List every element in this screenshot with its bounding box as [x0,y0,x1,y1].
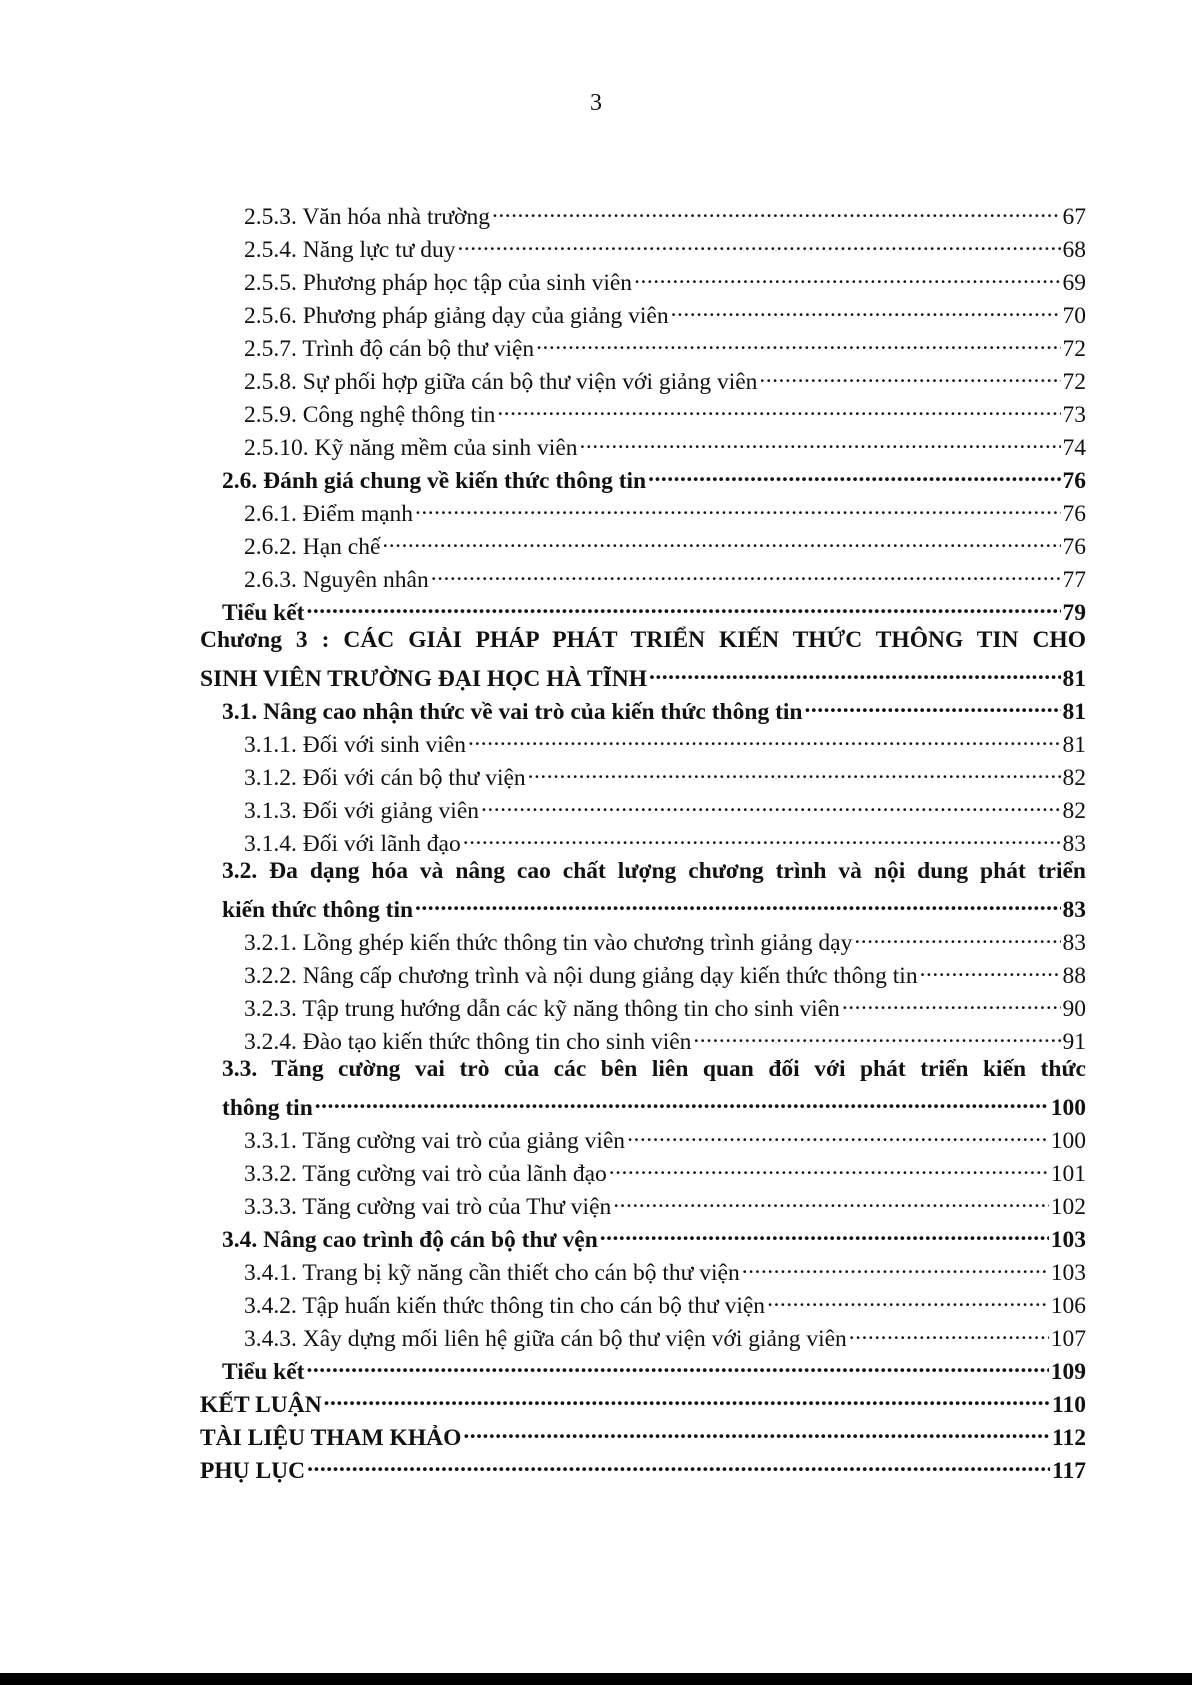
toc-entry-title: 2.5.4. Năng lực tư duy [244,236,456,263]
toc-dot-leader [613,1188,1048,1214]
toc-entry-page: 69 [1062,269,1086,296]
toc-entry[interactable] [200,924,1086,957]
toc-entry[interactable] [200,1023,1086,1056]
toc-entry-title: 2.6.1. Điểm mạnh [244,500,414,527]
toc-dot-leader [649,660,1060,686]
toc-entry[interactable] [200,726,1086,759]
toc-entry-page: 103 [1050,1259,1086,1286]
toc-entry-title: 3.4. Nâng cao trình độ cán bộ thư vện [222,1226,598,1253]
toc-entry[interactable] [200,1320,1086,1353]
toc-entry-title: KẾT LUẬN [200,1391,322,1418]
toc-entry-title: 3.1.3. Đối với giảng viên [244,797,479,824]
toc-entry[interactable] [200,1122,1086,1155]
toc-entry-title: 3.2.1. Lồng ghép kiến thức thông tin vào chương trình giảng dạy [244,929,853,956]
toc-entry-title: 3.2.4. Đào tạo kiến thức thông tin cho sinh viên [244,1028,692,1055]
toc-entry-page: 68 [1062,236,1086,263]
toc-entry-page: 112 [1052,1424,1086,1451]
toc-entry[interactable] [200,297,1086,330]
toc-entry-page: 81 [1062,698,1086,725]
toc-entry-title: 2.5.9. Công nghệ thông tin [244,401,496,428]
toc-entry-page: 90 [1062,995,1086,1022]
toc-entry[interactable] [200,594,1086,627]
toc-entry-page: 77 [1062,566,1086,593]
toc-entry-title: 2.5.5. Phương pháp học tập của sinh viên [244,269,633,296]
toc-entry-page: 81 [1062,731,1086,758]
toc-dot-leader [767,1287,1049,1313]
toc-dot-leader [458,231,1061,257]
toc-entry-page: 72 [1062,368,1086,395]
toc-entry[interactable] [200,990,1086,1023]
toc-dot-leader [307,1452,1050,1478]
toc-entry[interactable] [200,1221,1086,1254]
toc-entry-page: 82 [1062,797,1086,824]
toc-entry-page: 74 [1062,434,1086,461]
toc-entry-title: 3.3.1. Tăng cường vai trò của giảng viên [244,1127,626,1154]
toc-entry[interactable] [200,363,1086,396]
toc-entry[interactable] [200,1353,1086,1386]
toc-entry[interactable] [200,1155,1086,1188]
toc-entry-title: 2.6.3. Nguyên nhân [244,566,429,593]
toc-entry-page: 82 [1062,764,1086,791]
toc-entry-title: 3.3.3. Tăng cường vai trò của Thư viện [244,1193,612,1220]
toc-entry[interactable] [200,231,1086,264]
toc-dot-leader [600,1221,1049,1247]
toc-entry-title: 3.1. Nâng cao nhận thức về vai trò của kiến thức thông tin [222,698,803,725]
toc-dot-leader [671,297,1061,323]
toc-entry-title: 2.5.6. Phương pháp giảng dạy của giảng viên [244,302,669,329]
toc-entry-title: SINH VIÊN TRƯỜNG ĐẠI HỌC HÀ TĨNH [200,665,648,692]
toc-dot-leader [463,825,1061,851]
toc-dot-leader [528,759,1061,785]
toc-entry-page: 83 [1062,830,1086,857]
toc-entry-title: 3.1.4. Đối với lãnh đạo [244,830,461,857]
toc-entry-title: 2.6.2. Hạn chế [244,533,381,560]
toc-entry-page: 72 [1062,335,1086,362]
toc-dot-leader [609,1155,1049,1181]
toc-dot-leader [648,462,1060,488]
toc-entry[interactable] [200,561,1086,594]
toc-entry[interactable] [200,495,1086,528]
toc-entry-title: 3.4.2. Tập huấn kiến thức thông tin cho cán bộ thư viện [244,1292,766,1319]
toc-entry[interactable] [200,429,1086,462]
toc-entry-page: 107 [1050,1325,1086,1352]
page-number: 3 [590,90,602,116]
toc-entry-page: 81 [1062,665,1086,692]
toc-dot-leader [693,1023,1060,1049]
toc-entry-page: 109 [1050,1358,1086,1385]
toc-entry-page: 100 [1050,1127,1086,1154]
toc-entry-page: 103 [1050,1226,1086,1253]
toc-entry-title: 3.4.3. Xây dựng mối liên hệ giữa cán bộ thư viện với giảng viên [244,1325,847,1352]
toc-dot-leader [306,1353,1048,1379]
toc-dot-leader [627,1122,1049,1148]
table-of-contents [200,198,1086,1485]
toc-dot-leader [634,264,1060,290]
toc-entry-page: 83 [1062,929,1086,956]
toc-dot-leader [580,429,1061,455]
toc-entry[interactable] [200,1419,1086,1452]
toc-entry-page: 79 [1062,599,1086,626]
toc-entry[interactable] [200,528,1086,561]
toc-dot-leader [415,891,1060,917]
toc-dot-leader [306,594,1060,620]
toc-dot-leader [315,1089,1049,1115]
toc-entry-title: thông tin [222,1094,313,1121]
toc-entry-first-line: Chương 3 : CÁC GIẢI PHÁP PHÁT TRIỂN KIẾN THỨC THÔNG TIN CHO [200,627,1086,653]
toc-entry[interactable] [200,1287,1086,1320]
toc-dot-leader [431,561,1061,587]
toc-entry[interactable] [200,957,1086,990]
toc-entry[interactable] [200,693,1086,726]
toc-entry[interactable] [200,1188,1086,1221]
toc-entry-title: 3.3.2. Tăng cường vai trò của lãnh đạo [244,1160,607,1187]
toc-entry-page: 88 [1062,962,1086,989]
toc-entry-title: 2.5.3. Văn hóa nhà trường [244,203,490,230]
toc-entry[interactable] [200,462,1086,495]
toc-entry-page: 91 [1062,1028,1086,1055]
toc-entry[interactable] [200,891,1086,924]
toc-entry-page: 110 [1052,1391,1086,1418]
toc-entry-page: 101 [1050,1160,1086,1187]
toc-entry[interactable] [200,759,1086,792]
toc-entry-title: PHỤ LỤC [200,1457,306,1484]
toc-entry-page: 76 [1062,533,1086,560]
toc-dot-leader [742,1254,1049,1280]
toc-entry[interactable] [200,198,1086,231]
toc-dot-leader [759,363,1060,389]
toc-entry-page: 106 [1050,1292,1086,1319]
toc-entry-page: 100 [1050,1094,1086,1121]
toc-entry-title: 2.5.10. Kỹ năng mềm của sinh viên [244,434,578,461]
toc-dot-leader [920,957,1061,983]
toc-entry[interactable] [200,330,1086,363]
toc-dot-leader [324,1386,1050,1412]
toc-dot-leader [842,990,1061,1016]
toc-entry[interactable] [200,396,1086,429]
toc-entry-first-line: 3.2. Đa dạng hóa và nâng cao chất lượng chương trình và nội dung phát triển [222,858,1086,884]
toc-entry[interactable] [200,1089,1086,1122]
toc-entry-page: 76 [1062,500,1086,527]
toc-entry-page: 102 [1050,1193,1086,1220]
toc-dot-leader [463,1419,1050,1445]
toc-entry-title: kiến thức thông tin [222,896,414,923]
toc-entry-title: 2.5.7. Trình độ cán bộ thư viện [244,335,535,362]
toc-entry[interactable] [200,792,1086,825]
toc-entry-title: Tiểu kết [222,1358,305,1385]
toc-entry[interactable] [200,264,1086,297]
toc-dot-leader [492,198,1061,224]
toc-dot-leader [382,528,1060,554]
toc-entry-title: 3.2.2. Nâng cấp chương trình và nội dung giảng dạy kiến thức thông tin [244,962,918,989]
toc-entry[interactable] [200,1452,1086,1485]
toc-entry-title: TÀI LIỆU THAM KHẢO [200,1424,462,1451]
toc-dot-leader [805,693,1061,719]
toc-entry-title: 3.2.3. Tập trung hướng dẫn các kỹ năng thông tin cho sinh viên [244,995,840,1022]
toc-entry-title: 3.1.2. Đối với cán bộ thư viện [244,764,526,791]
toc-entry-page: 83 [1062,896,1086,923]
toc-dot-leader [849,1320,1049,1346]
toc-entry[interactable] [200,660,1086,693]
toc-entry-page: 70 [1062,302,1086,329]
toc-entry-title: 3.4.1. Trang bị kỹ năng cần thiết cho cán bộ thư viện [244,1259,740,1286]
toc-dot-leader [536,330,1060,356]
toc-dot-leader [468,726,1061,752]
toc-entry-title: 2.6. Đánh giá chung về kiến thức thông tin [222,467,647,494]
toc-dot-leader [497,396,1060,422]
toc-entry-page: 117 [1052,1457,1086,1484]
bottom-edge-bar [0,1673,1192,1685]
toc-entry-title: 3.1.1. Đối với sinh viên [244,731,466,758]
toc-entry-page: 76 [1062,467,1086,494]
toc-dot-leader [854,924,1060,950]
toc-entry-title: 2.5.8. Sự phối hợp giữa cán bộ thư viện với giảng viên [244,368,758,395]
toc-entry[interactable] [200,1386,1086,1419]
toc-entry[interactable] [200,1254,1086,1287]
toc-dot-leader [415,495,1060,521]
toc-entry-page: 73 [1062,401,1086,428]
toc-dot-leader [481,792,1061,818]
toc-entry-title: Tiểu kết [222,599,305,626]
toc-entry-first-line: 3.3. Tăng cường vai trò của các bên liên quan đối với phát triển kiến thức [222,1056,1086,1082]
toc-entry[interactable] [200,825,1086,858]
toc-entry-page: 67 [1062,203,1086,230]
